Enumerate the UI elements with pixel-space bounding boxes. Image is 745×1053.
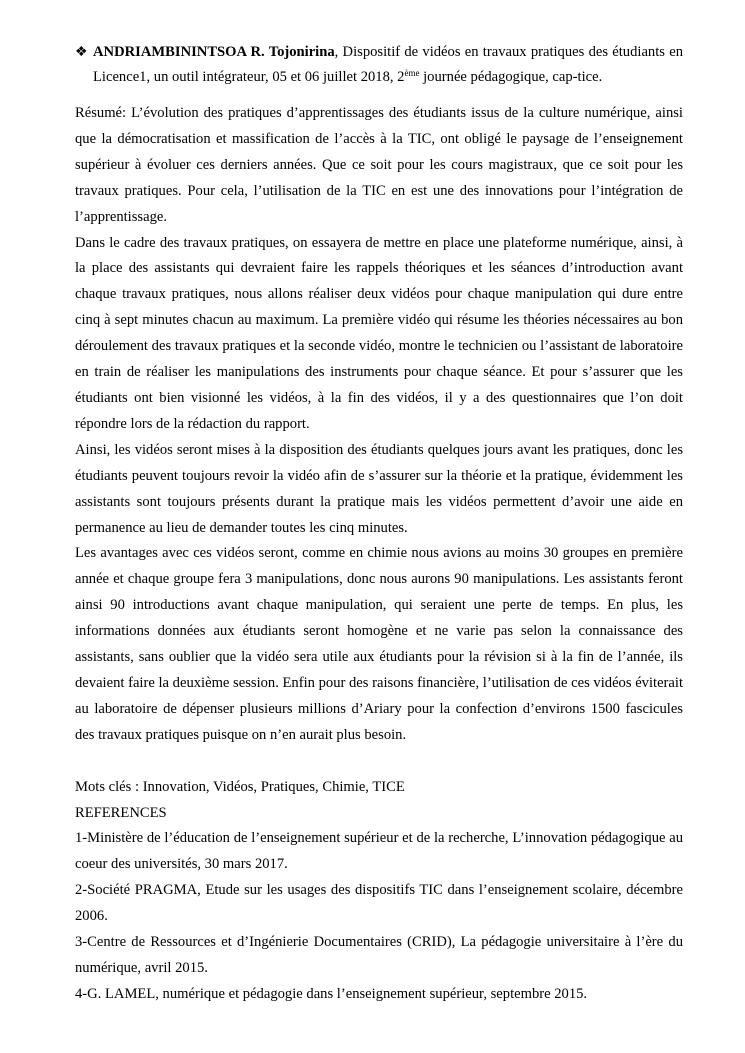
reference-item: 3-Centre de Ressources et d’Ingénierie Documentaires (CRID), La pédagogie universitaire à l’ère du numérique, avril 2015. [75,934,683,976]
ordinal-superscript: ème [404,68,420,78]
diamond-bullet-icon: ❖ [75,45,88,60]
reference-item: 1-Ministère de l’éducation de l’enseignement supérieur et de la recherche, L’innovation pédagogique au coeur des universités, 30 mars 2017. [75,830,683,873]
document-body [75,101,683,1008]
citation-header [75,40,683,90]
citation-text [75,40,683,90]
reference-item: 2-Société PRAGMA, Etude sur les usages des dispositifs TIC dans l’enseignement scolaire, décembre 2006. [75,882,683,925]
abstract-paragraph: Résumé: L’évolution des pratiques d’apprentissages des étudiants issus de la culture numérique, ainsi que la démocratisation et massification de l’accès à la TIC, ont obligé le paysage de l’enseignement supérieur à évoluer ces derniers années. Que ce soit pour les cours magistraux, que ce soit pour les travaux pratiques. Pour cela, l’utilisation de la TIC en est une des innovations pour l’intégration de l’apprentissage. [75,105,683,225]
reference-item: 4-G. LAMEL, numérique et pédagogie dans l’enseignement supérieur, septembre 2015. [75,985,588,1002]
keywords-line: Mots clés : Innovation, Vidéos, Pratiques, Chimie, TICE [75,778,405,795]
body-paragraph: Dans le cadre des travaux pratiques, on essayera de mettre en place une plateforme numérique, ainsi, à la place des assistants qui devraient faire les rappels théoriques et les séances d’introduction avant chaque travaux pratiques, nous allons réaliser deux vidéos pour chaque manipulation qui dure entre cinq à sept minutes chacun au maximum. La première vidéo qui résume les théories nécessaires au bon déroulement des travaux pratiques et la seconde vidéo, montre le technicien ou l’assistant de laboratoire en train de réaliser les manipulations des instruments pour chaque séance. Et pour s’assurer que les étudiants ont bien visionné les vidéos, à la fin des vidéos, il y a des questionnaires que l’on doit répondre lors de la rédaction du rapport. [75,234,683,432]
body-paragraph: Ainsi, les vidéos seront mises à la disposition des étudiants quelques jours avant les pratiques, donc les étudiants peuvent toujours revoir la vidéo afin de s’assurer sur la théorie et la pratique, évidemment les assistants sont toujours présents durant la pratique mais les vidéos permettent d’avoir une aide en permanence au lieu de demander toutes les cinq minutes. [75,441,683,536]
citation-title-end: journée pédagogique, cap-tice. [419,69,603,85]
references-heading: REFERENCES [75,804,167,821]
author-name: ANDRIAMBININTSOA R. Tojonirina [93,44,335,60]
citation-title: , Dispositif de vidéos en travaux pratiques des étudiants en Licence1, un outil intégrateur, 05 et 06 juillet 2018, 2 [93,44,683,85]
body-paragraph: Les avantages avec ces vidéos seront, comme en chimie nous avions au moins 30 groupes en première année et chaque groupe fera 3 manipulations, donc nous aurons 90 manipulations. Les assistants feront ainsi 90 introductions avant chaque manipulation, qui seraient une perte de temps. En plus, les informations données aux étudiants seront homogène et ne varie pas selon la connaissance des assistants, sans oublier que la vidéo sera utile aux étudiants pour la révision si à la fin de l’année, ils devaient faire la deuxième session. Enfin pour des raisons financière, l’utilisation de ces vidéos éviterait au laboratoire de dépenser plusieurs millions d’Ariary pour la confection d’environs 1500 fascicules des travaux pratiques puisque on n’en aurait plus besoin. [75,545,683,743]
